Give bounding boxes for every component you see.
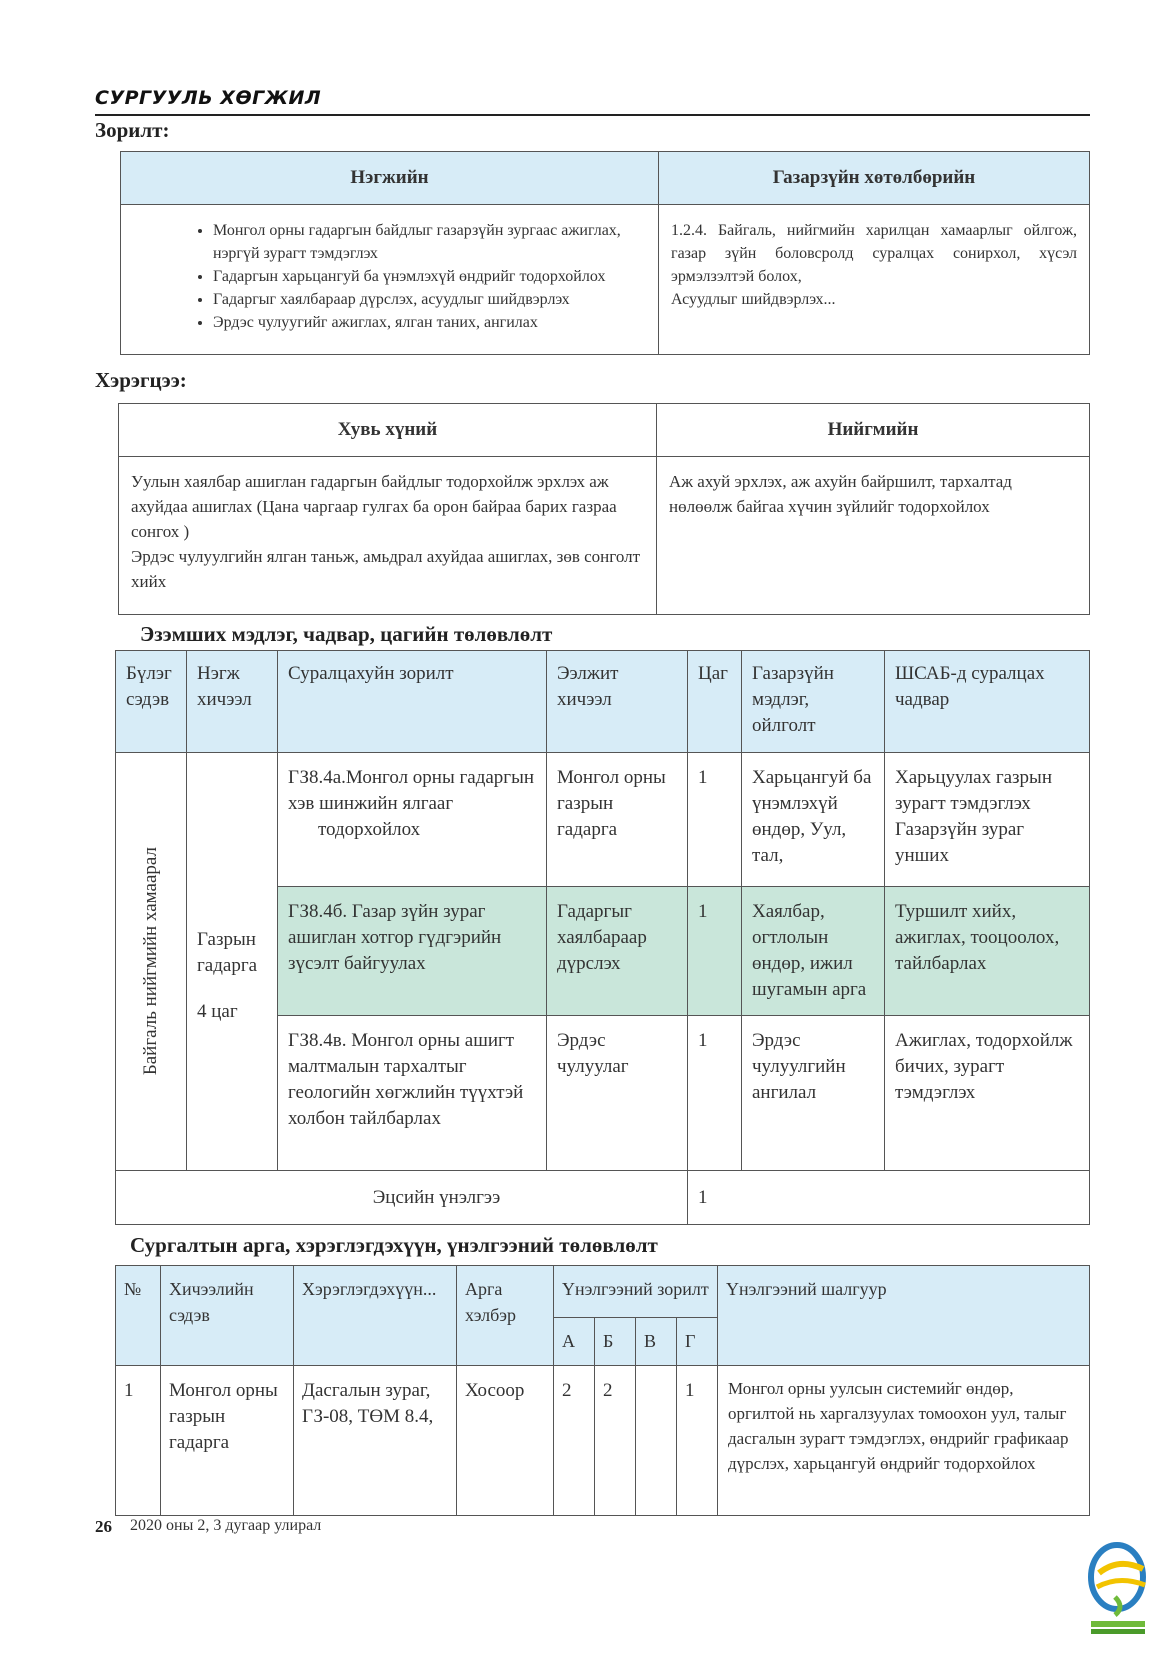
- method-b: 2: [595, 1366, 636, 1516]
- goal-label: Зорилт:: [95, 118, 170, 142]
- need-col1-cell: [119, 457, 657, 615]
- plan-header-knowledge: Газарзүйн мэдлэг, ойлголт: [742, 651, 885, 753]
- method-header-no: №: [116, 1266, 161, 1366]
- plan-final-label: Эцсийн үнэлгээ: [116, 1171, 688, 1225]
- goal-bullets-cell: [121, 205, 659, 355]
- method-header-criteria: Үнэлгээний шалгуур: [718, 1266, 1090, 1366]
- plan-goal-cont: тодорхойлох: [318, 819, 421, 840]
- need-col1-text: Уулын хаялбар ашиглан гадаргын байдлыг тодорхойлж эрхлэх аж ахуйдаа ашиглах (Цана чаргаар гулгах ба орон байраа барих газраа сонгох ): [131, 472, 617, 541]
- method-g: 1: [677, 1366, 718, 1516]
- plan-goal: ГЗ8.4в. Монгол орны ашигт малтмалын тархалтыг геологийн хөгжлийн түүхтэй холбон тайлбарлах: [278, 1016, 547, 1171]
- method-sub-g: Г: [677, 1318, 718, 1366]
- section-header: СУРГУУЛЬ ХӨГЖИЛ: [95, 87, 322, 109]
- plan-header-skill: ШСАБ-д суралцах чадвар: [885, 651, 1090, 753]
- plan-chapter-cell: [116, 753, 187, 1171]
- plan-lesson: Гадаргыг хаялбараар дүрслэх: [547, 887, 688, 1016]
- plan-header-hours: Цаг: [688, 651, 742, 753]
- method-sub-a: А: [554, 1318, 595, 1366]
- plan-lesson: Монгол орны газрын гадарга: [547, 753, 688, 887]
- goal-bullet: • Эрдэс чулуугийг ажиглах, ялган таних, ангилах: [213, 311, 646, 334]
- goal-col2-header: Газарзүйн хөтөлбөрийн: [659, 152, 1090, 205]
- plan-header-unit: Нэгж хичээл: [187, 651, 278, 753]
- need-table: [118, 403, 1090, 615]
- need-col2-cell: [657, 457, 1090, 615]
- method-header-materials: Хэрэглэгдэхүүн...: [294, 1266, 457, 1366]
- method-header-topic: Хичээлийн сэдэв: [161, 1266, 294, 1366]
- method-v: [636, 1366, 677, 1516]
- plan-header-chapter: Бүлэг сэдэв: [116, 651, 187, 753]
- plan-skill: Туршилт хийх, ажиглах, тооцоолох, тайлбарлах: [885, 887, 1090, 1016]
- plan-lesson: Эрдэс чулуулаг: [547, 1016, 688, 1171]
- method-materials: Дасгалын зураг, ГЗ-08, ТӨМ 8.4,: [294, 1366, 457, 1516]
- need-col2-text: Аж ахуй эрхлэх, аж ахуйн байршилт, тархалтад нөлөөлж байгаа хүчин зүйлийг тодорхойлох: [669, 472, 1012, 516]
- plan-final-hours: 1: [688, 1171, 1090, 1225]
- method-table: [115, 1265, 1090, 1516]
- plan-unit-hours: 4 цаг: [197, 1000, 238, 1022]
- plan-unit-cell: [187, 753, 278, 1171]
- plan-goal: ГЗ8.4б. Газар зүйн зураг ашиглан хотгор гүдгэрийн зүсэлт байгуулах: [278, 887, 547, 1016]
- plan-table: [115, 650, 1090, 1225]
- plan-knowledge: Харьцангуй ба үнэмлэхүй өндөр, Уул, тал,: [742, 753, 885, 887]
- plan-knowledge: Хаялбар, огтлолын өндөр, ижил шугамын арга: [742, 887, 885, 1016]
- goal-program-text-2: Асуудлыг шийдвэрлэх...: [671, 291, 836, 308]
- method-a: 2: [554, 1366, 595, 1516]
- goal-bullet: • Монгол орны гадаргын байдлыг газарзүйн зургаас ажиглах, нэргүй зурагт тэмдэглэх: [213, 219, 646, 265]
- goal-col1-header: Нэгжийн: [121, 152, 659, 205]
- plan-hours: 1: [688, 887, 742, 1016]
- plan-skill: Ажиглах, тодорхойлж бичих, зурагт тэмдэглэх: [885, 1016, 1090, 1171]
- method-sub-v: В: [636, 1318, 677, 1366]
- plan-goal: ГЗ8.4а.Монгол орны гадаргын хэв шинжийн ялгааг: [288, 767, 535, 814]
- plan-knowledge: Эрдэс чулуулгийн ангилал: [742, 1016, 885, 1171]
- plan-title: Эзэмших мэдлэг, чадвар, цагийн төлөвлөлт: [140, 622, 553, 646]
- need-col2-header: Нийгмийн: [657, 404, 1090, 457]
- goal-program-cell: [659, 205, 1090, 355]
- need-label: Хэрэгцээ:: [95, 368, 187, 392]
- goal-bullet-list: [133, 219, 646, 334]
- publisher-logo-icon: [1085, 1535, 1155, 1643]
- goal-program-text: 1.2.4. Байгаль, нийгмийн харилцан хамаарлыг ойлгож, газар зүйн боловсролд суралцах сонирхол, хүсэл эрмэлзэлтэй болох,: [671, 222, 1077, 285]
- goal-bullet: • Гадаргын харьцангуй ба үнэмлэхүй өндрийг тодорхойлох: [213, 265, 646, 288]
- plan-header-lesson: Ээлжит хичээл: [547, 651, 688, 753]
- page-number: 26: [95, 1517, 112, 1536]
- need-col1-header: Хувь хүний: [119, 404, 657, 457]
- method-no: 1: [116, 1366, 161, 1516]
- method-row: [116, 1366, 1090, 1516]
- method-criteria: Монгол орны уулсын системийг өндөр, оргилтой нь харгалзуулах томоохон уул, талыг дасгалын зурагт тэмдэглэх, өндрийг графикаар дүрслэх, харьцангуй өндрийг тодорхойлох: [718, 1366, 1090, 1516]
- plan-row: [116, 753, 1090, 887]
- plan-unit: Газрын гадарга: [197, 928, 258, 976]
- plan-skill: Харьцуулах газрын зурагт тэмдэглэх Газарзүйн зураг унших: [885, 753, 1090, 887]
- method-title: Сургалтын арга, хэрэглэгдэхүүн, үнэлгээний төлөвлөлт: [130, 1233, 658, 1257]
- method-topic: Монгол орны газрын гадарга: [161, 1366, 294, 1516]
- plan-hours: 1: [688, 1016, 742, 1171]
- plan-header-goal: Суралцахуйн зорилт: [278, 651, 547, 753]
- goal-bullet: • Гадаргыг хаялбараар дүрслэх, асуудлыг шийдвэрлэх: [213, 288, 646, 311]
- plan-goal-cell: [278, 753, 547, 887]
- goal-table: [120, 151, 1090, 355]
- header-rule: [95, 114, 1090, 116]
- need-col1-text-2: Эрдэс чулуулгийн ялган таньж, амьдрал ахуйдаа ашиглах, зөв сонголт хийх: [131, 547, 641, 591]
- method-header-goal: Үнэлгээний зорилт: [554, 1266, 718, 1318]
- method-form: Хосоор: [457, 1366, 554, 1516]
- plan-hours: 1: [688, 753, 742, 887]
- method-sub-b: Б: [595, 1318, 636, 1366]
- plan-chapter: Байгаль нийгмийн хамаарал: [140, 847, 161, 1076]
- footer-text: 2020 оны 2, 3 дугаар улирал: [130, 1517, 322, 1534]
- plan-final-row: [116, 1171, 1090, 1225]
- method-header-form: Арга хэлбэр: [457, 1266, 554, 1366]
